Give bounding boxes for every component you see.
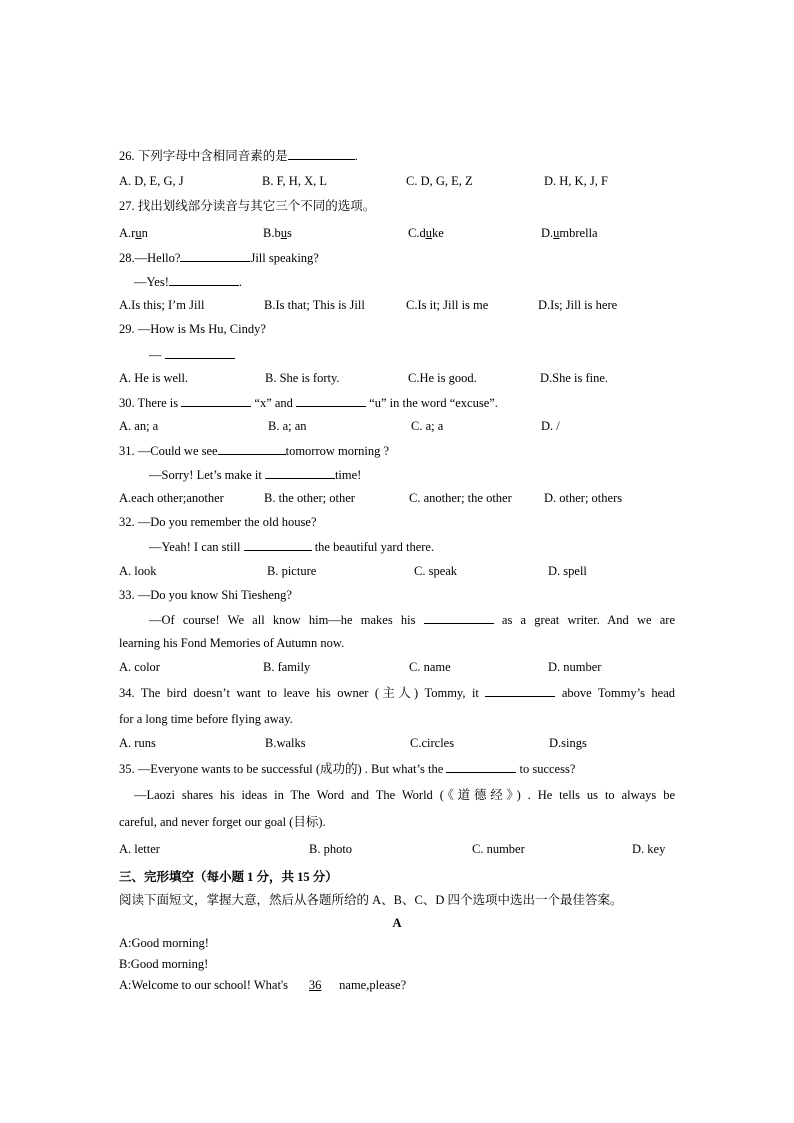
q27-option-c[interactable]: C.duke bbox=[408, 226, 444, 240]
q32-option-a[interactable]: A. look bbox=[119, 564, 157, 578]
q32-option-c[interactable]: C. speak bbox=[414, 564, 458, 578]
q27-option-a[interactable]: A.run bbox=[119, 226, 148, 240]
q31-line2: —Sorry! Let’s make it time! bbox=[149, 468, 362, 482]
q35-option-b[interactable]: B. photo bbox=[309, 842, 353, 856]
q30-option-b[interactable]: B. a; an bbox=[268, 419, 307, 433]
dialogue-line-2: B:Good morning! bbox=[119, 957, 209, 971]
q31-option-c[interactable]: C. another; the other bbox=[409, 491, 512, 505]
answer-blank[interactable] bbox=[180, 249, 250, 262]
q35-line1: 35. —Everyone wants to be successful (成功的) . But what’s the to success? bbox=[119, 762, 576, 776]
answer-blank[interactable] bbox=[446, 760, 516, 773]
passage-label: A bbox=[392, 916, 402, 930]
q34-option-d[interactable]: D.sings bbox=[549, 736, 587, 750]
q33-option-d[interactable]: D. number bbox=[548, 660, 602, 674]
q32-option-b[interactable]: B. picture bbox=[267, 564, 317, 578]
q26-option-a[interactable]: A. D, E, G, J bbox=[119, 174, 184, 188]
answer-blank[interactable] bbox=[169, 273, 239, 286]
q35-option-a[interactable]: A. letter bbox=[119, 842, 160, 856]
answer-blank[interactable] bbox=[181, 394, 251, 407]
q27-stem: 27. 找出划线部分读音与其它三个不同的选项。 bbox=[119, 199, 376, 213]
section-heading: 三、完形填空（每小题 1 分，共 15 分） bbox=[119, 870, 338, 884]
q30-option-c[interactable]: C. a; a bbox=[411, 419, 444, 433]
q34-option-c[interactable]: C.circles bbox=[410, 736, 455, 750]
q32-line2: —Yeah! I can still the beautiful yard there. bbox=[149, 540, 435, 554]
answer-blank[interactable] bbox=[424, 611, 494, 624]
answer-blank[interactable] bbox=[288, 147, 355, 160]
q34-line1: 34. The bird doesn’t want to leave his owner (主人) Tommy, it above Tommy’s head bbox=[119, 686, 676, 700]
q33-option-b[interactable]: B. family bbox=[263, 660, 311, 674]
q33-option-c[interactable]: C. name bbox=[409, 660, 451, 674]
q35-option-c[interactable]: C. number bbox=[472, 842, 525, 856]
answer-blank[interactable] bbox=[265, 466, 335, 479]
q29-option-b[interactable]: B. She is forty. bbox=[265, 371, 340, 385]
q31-option-b[interactable]: B. the other; other bbox=[264, 491, 355, 505]
q31-option-a[interactable]: A.each other;another bbox=[119, 491, 224, 505]
q34-line2: for a long time before flying away. bbox=[119, 712, 293, 726]
q28-option-c[interactable]: C.Is it; Jill is me bbox=[406, 298, 489, 312]
q29-option-d[interactable]: D.She is fine. bbox=[540, 371, 609, 385]
q35-option-d[interactable]: D. key bbox=[632, 842, 666, 856]
dialogue-line-3: A:Welcome to our school! What's 36 name,please? bbox=[119, 978, 407, 992]
q31-option-d[interactable]: D. other; others bbox=[544, 491, 623, 505]
q29-option-a[interactable]: A. He is well. bbox=[119, 371, 189, 385]
q27-option-d[interactable]: D.umbrella bbox=[541, 226, 598, 240]
q26-option-b[interactable]: B. F, H, X, L bbox=[262, 174, 327, 188]
section-instruction: 阅读下面短文，掌握大意，然后从各题所给的 A、B、C、D 四个选项中选出一个最佳答案。 bbox=[119, 893, 623, 907]
q29-line1: 29. —How is Ms Hu, Cindy? bbox=[119, 322, 266, 336]
q26-option-c[interactable]: C. D, G, E, Z bbox=[406, 174, 473, 188]
q33-line3: learning his Fond Memories of Autumn now. bbox=[119, 636, 345, 650]
q33-option-a[interactable]: A. color bbox=[119, 660, 160, 674]
answer-blank[interactable] bbox=[296, 394, 366, 407]
q27-option-b[interactable]: B.bus bbox=[263, 226, 292, 240]
q33-line2: —Of course! We all know him—he makes his as a great writer. And we are bbox=[149, 613, 675, 627]
q35-line2: —Laozi shares his ideas in The Word and The World (《道德经》) . He tells us to always be bbox=[134, 788, 675, 802]
q31-line1: 31. —Could we see tomorrow morning ? bbox=[119, 444, 390, 458]
q28-option-d[interactable]: D.Is; Jill is here bbox=[538, 298, 618, 312]
q34-option-b[interactable]: B.walks bbox=[265, 736, 306, 750]
answer-blank[interactable] bbox=[244, 538, 312, 551]
cloze-blank-36[interactable]: 36 bbox=[308, 978, 322, 992]
q29-line2: — bbox=[149, 346, 235, 363]
q28-line2: —Yes! . bbox=[134, 275, 242, 289]
q30-option-d[interactable]: D. / bbox=[541, 419, 560, 433]
q32-option-d[interactable]: D. spell bbox=[548, 564, 587, 578]
q26-stem: 26. 下列字母中含相同音素的是 . bbox=[119, 149, 358, 163]
q34-option-a[interactable]: A. runs bbox=[119, 736, 156, 750]
dialogue-line-1: A:Good morning! bbox=[119, 936, 209, 950]
q35-line3: careful, and never forget our goal (目标). bbox=[119, 815, 326, 829]
q30-option-a[interactable]: A. an; a bbox=[119, 419, 159, 433]
answer-blank[interactable] bbox=[165, 346, 235, 359]
q33-line1: 33. —Do you know Shi Tiesheng? bbox=[119, 588, 292, 602]
q28-option-b[interactable]: B.Is that; This is Jill bbox=[264, 298, 365, 312]
q30-stem: 30. There is “x” and “u” in the word “excuse”. bbox=[119, 396, 498, 410]
q29-option-c[interactable]: C.He is good. bbox=[408, 371, 477, 385]
q28-line1: 28.—Hello? Jill speaking? bbox=[119, 251, 319, 265]
q32-line1: 32. —Do you remember the old house? bbox=[119, 515, 317, 529]
answer-blank[interactable] bbox=[218, 442, 286, 455]
q28-option-a[interactable]: A.Is this; I’m Jill bbox=[119, 298, 205, 312]
q26-option-d[interactable]: D. H, K, J, F bbox=[544, 174, 608, 188]
answer-blank[interactable] bbox=[485, 684, 555, 697]
